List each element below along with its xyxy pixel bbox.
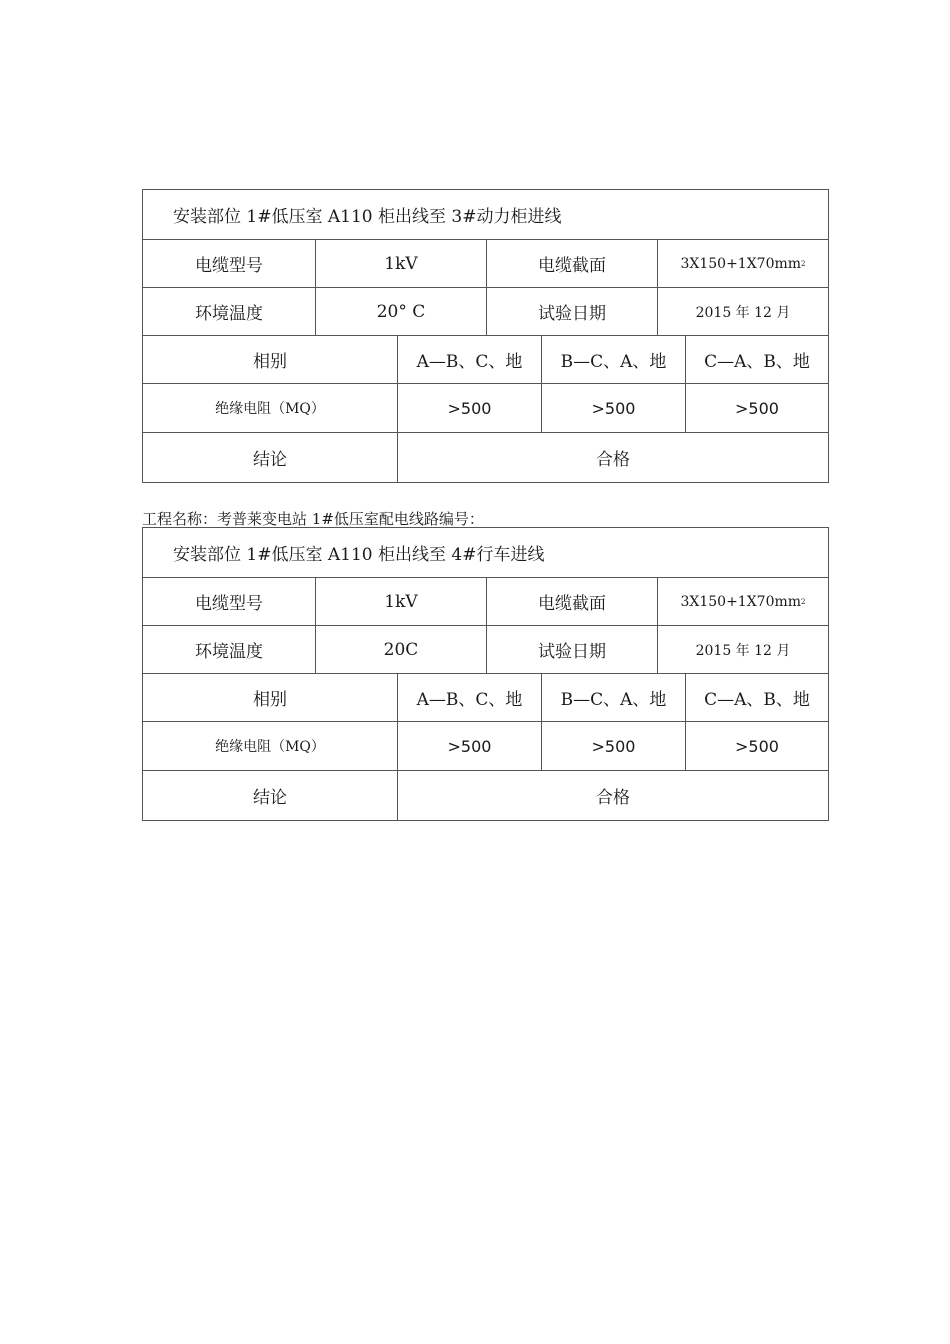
insulation-row	[143, 383, 828, 432]
test-date-value: 2015 年 12 月	[657, 288, 828, 335]
cable-model-label: 电缆型号	[195, 256, 263, 276]
cable-section-label: 电缆截面	[486, 578, 657, 625]
install-location-row	[143, 190, 828, 239]
phase-row	[143, 335, 828, 383]
test-date-value: 2015 年 12 月	[657, 626, 828, 673]
phase-3: C—A、B、地	[685, 674, 828, 721]
conclusion-label: 结论	[253, 450, 287, 470]
phase-3: C—A、B、地	[685, 336, 828, 383]
cable-row	[143, 577, 828, 625]
cable-model-value: 1kV	[315, 578, 486, 625]
env-temp-value: 20C	[315, 626, 486, 673]
conclusion-value: 合格	[397, 771, 828, 820]
phase-label: 相别	[253, 352, 287, 372]
insulation-value-2: >500	[541, 722, 685, 770]
cable-section-label: 电缆截面	[486, 240, 657, 287]
insulation-label: 绝缘电阻（MQ）	[215, 739, 325, 755]
cable-section-text: 3X150+1X70mm	[680, 255, 802, 272]
cable-section-unit-sub: 2	[801, 259, 806, 268]
install-location-text: 安装部位 1#低压室 A110 柜出线至 3#动力柜进线	[173, 207, 562, 227]
cable-row	[143, 239, 828, 287]
env-temp-label: 环境温度	[195, 642, 263, 662]
test-date-label: 试验日期	[486, 288, 657, 335]
cable-section-value	[657, 578, 828, 625]
install-location-text: 安装部位 1#低压室 A110 柜出线至 4#行车进线	[173, 545, 545, 565]
install-location-row	[143, 528, 828, 577]
insulation-row	[143, 721, 828, 770]
phase-1: A—B、C、地	[397, 674, 541, 721]
insulation-value-2: >500	[541, 384, 685, 432]
phase-row	[143, 673, 828, 721]
insulation-value-1: >500	[397, 722, 541, 770]
test-date-label: 试验日期	[486, 626, 657, 673]
insulation-value-3: >500	[685, 722, 828, 770]
phase-2: B—C、A、地	[541, 336, 685, 383]
cable-model-value: 1kV	[315, 240, 486, 287]
phase-2: B—C、A、地	[541, 674, 685, 721]
env-temp-label: 环境温度	[195, 304, 263, 324]
env-row	[143, 287, 828, 335]
cable-section-value	[657, 240, 828, 287]
cable-model-label: 电缆型号	[195, 594, 263, 614]
conclusion-value: 合格	[397, 433, 828, 482]
insulation-label: 绝缘电阻（MQ）	[215, 401, 325, 417]
conclusion-row	[143, 770, 828, 820]
phase-1: A—B、C、地	[397, 336, 541, 383]
test-record-1	[142, 189, 829, 483]
conclusion-label: 结论	[253, 788, 287, 808]
env-temp-value: 20° C	[315, 288, 486, 335]
cable-section-unit-sub: 2	[801, 597, 806, 606]
conclusion-row	[143, 432, 828, 482]
phase-label: 相别	[253, 690, 287, 710]
project-name-line: 工程名称：考普莱变电站 1#低压室配电线路编号：	[142, 510, 484, 528]
cable-section-text: 3X150+1X70mm	[680, 593, 802, 610]
insulation-value-1: >500	[397, 384, 541, 432]
test-record-2	[142, 527, 829, 821]
env-row	[143, 625, 828, 673]
insulation-value-3: >500	[685, 384, 828, 432]
